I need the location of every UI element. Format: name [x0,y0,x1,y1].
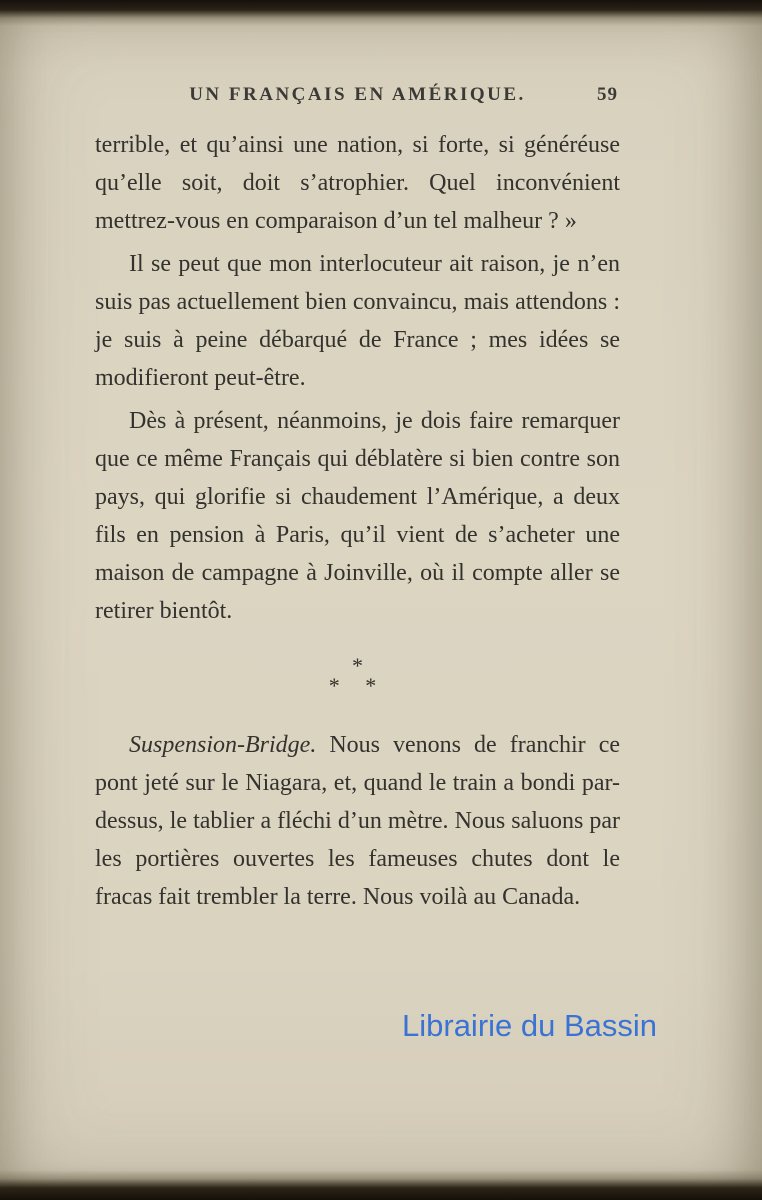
running-header [95,84,620,114]
paragraph-text: Nous venons de franchir ce pont jeté sur le Niagara, et, quand le train a bondi par-dessus, le tablier a fléchi d’un mètre. Nous saluons par les portières ouvertes les fameuses chutes dont le fracas fait trembler la terre. Nous voilà au Canada. [95,732,620,910]
paragraph-lead-italic: Suspension-Bridge. [129,732,317,758]
bookseller-watermark: Librairie du Bassin [402,1008,658,1043]
header-title: UN FRANÇAIS EN AMÉRIQUE. [189,84,526,105]
page-bottom-edge-shadow [0,1170,762,1200]
paragraph: Dès à présent, néanmoins, je dois faire remarquer que ce même Français qui déblatère si bien contre son pays, qui glorifie si chaudement l’Amérique, a deux fils en pension à Paris, qu’il vient de s’acheter une maison de campagne à Joinville, où il compte aller se retirer bientôt. [95,408,620,624]
asterisk-separator [95,653,620,698]
asterisk-separator-bottom: * * [328,673,387,698]
paragraph [95,726,620,916]
body-text [95,126,620,921]
page-number: 59 [597,84,618,105]
paragraph: terrible, et qu’ainsi une nation, si forte, si généréuse qu’elle soit, doit s’atrophier. Quel inconvénient mettrez-vous en comparaison d’un tel malheur ? » [95,132,620,234]
asterisk-separator-top: * [352,653,363,678]
paragraph: Il se peut que mon interlocuteur ait raison, je n’en suis pas actuellement bien convaincu, mais attendons : je suis à peine débarqué de France ; mes idées se modifieront peut-être. [95,251,620,391]
page-top-edge-shadow [0,0,762,26]
